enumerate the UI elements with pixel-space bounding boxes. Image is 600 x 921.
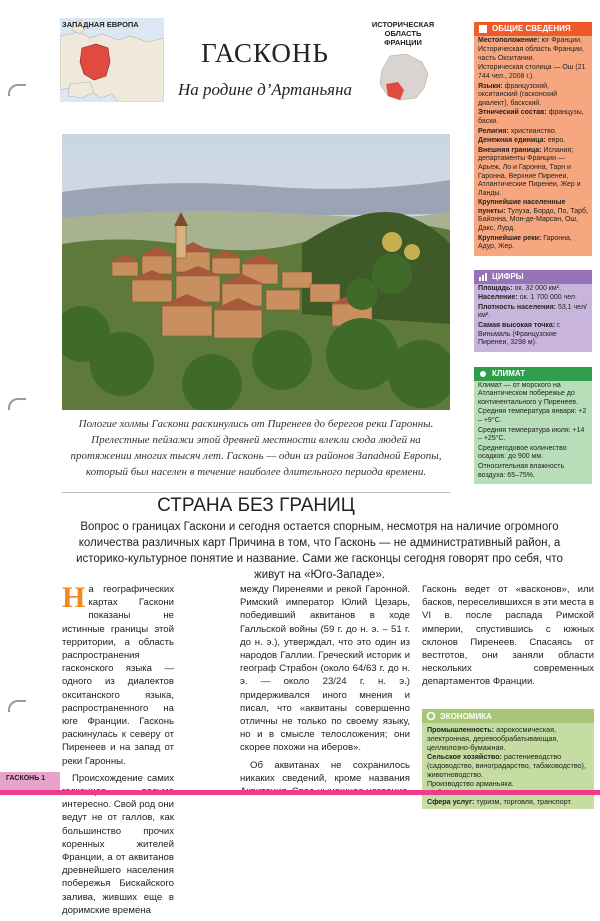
paragraph: Гасконь ведет от «васконов», или басков, переселившихся в эти места в VI в. после распада Римской империи, спустившись с южных склонов Пиренеев. Спасаясь от вестготов, они заняли области нескольких современных департаментов Франции. (422, 584, 594, 688)
photo-caption: Пологие холмы Гаскони раскинулись от Пиренеев до берегов реки Гаронны. Прелестные пейзажи этой древней местности влекли сюда людей на протяжении многих тысяч лет. Гасконь — один из районов Западной Европы, который был населен в течение наиболее длительного периода времени. (70, 418, 442, 478)
paragraph: а географических картах Гаскони показаны не истинные границы этой территории, а область распространения гасконского языка — одного из диалектов окситанского языка, распространенного на юге Франции. Гасконь раскинулась к северу от Пиренеев и на запад от реки Гаронны. (62, 584, 174, 767)
info-value: Среднегодовое количество осадков: до 900 мм. (478, 444, 567, 461)
info-key: Местоположение: (478, 36, 542, 44)
info-key: Плотность населения: (478, 303, 558, 311)
info-row (478, 199, 588, 233)
gear-icon (426, 711, 436, 723)
panel-title: ЦИФРЫ (492, 272, 524, 281)
info-row (427, 752, 589, 779)
info-value: туризм, торговля, транспорт. (476, 797, 572, 806)
paragraph: Происхождение самих интересно. Свой род они ведут не от галлов, как большинство прочих коренных жителей Франции, а от аквитанов древнейшего населения побережья Бискайского залива, живших еще в доримские времена (62, 772, 174, 916)
info-value: ок. 32 000 км². (514, 284, 561, 292)
info-row (478, 294, 588, 303)
info-key: Языки: (478, 82, 505, 90)
binder-hole (8, 84, 26, 96)
binder-hole (8, 700, 26, 712)
info-row (478, 235, 588, 252)
info-row (427, 797, 589, 806)
info-row (478, 285, 588, 294)
sun-icon (478, 369, 488, 379)
gascony-village-illustration (62, 134, 450, 410)
info-key: Крупнейшие реки: (478, 234, 544, 242)
panel-header (474, 367, 592, 381)
info-row (478, 46, 588, 63)
info-row (478, 147, 588, 199)
info-value: 53,1 чел/км². (478, 303, 587, 320)
info-key: Денежная единица: (478, 137, 548, 145)
info-row (427, 779, 589, 788)
numbers-icon (478, 272, 488, 282)
climate-panel (474, 367, 592, 484)
info-value: Производство арманьяка. (427, 779, 514, 788)
section-divider (62, 492, 450, 493)
text-column-2 (240, 583, 410, 802)
info-value: французы, баски. (478, 109, 584, 125)
map-label: ИСТОРИЧЕСКАЯ ОБЛАСТЬ ФРАНЦИИ (371, 20, 435, 47)
info-row (478, 128, 588, 137)
info-row (427, 725, 589, 752)
info-value: христианство. (510, 127, 557, 135)
panel-header (474, 22, 592, 36)
panel-header (422, 709, 594, 723)
info-key: Крупнейшие населенные пункты: (478, 199, 566, 215)
info-key: Площадь: (478, 284, 515, 292)
info-key: Религия: (478, 127, 511, 135)
panel-title: ЭКОНОМИКА (440, 712, 492, 721)
info-row (478, 382, 588, 408)
info-value: г. Виньмаль (Французские Пиренеи, 3298 м). (478, 321, 561, 347)
info-value: юг Франции. (541, 36, 582, 44)
info-key: Самая высокая точка: (478, 321, 558, 329)
info-row (478, 137, 588, 146)
info-row (478, 37, 588, 46)
text-column-1 (62, 583, 174, 921)
info-value: Историческая столица — Ош (21 744 чел., 2008 г.). (478, 64, 586, 80)
paragraph: между Пиренеями и рекой Гаронной. Римский император Юлий Цезарь, победивший аквитанов в ходе Галльской войны (59 г. до н. э. – 51 г. до н. э.), утверждал, что это один из народов Галлии. Греческий историк и географ Страбон (около 64/63 г. до н. э. — около 23/24 г. н. э.) придерживался иного мнения и писал, что «аквитаны совершенно отличны не только по своему языку, но и в смысле телосложения; они скорее похожи на иберов». (240, 584, 410, 754)
section-heading: СТРАНА БЕЗ ГРАНИЦ (157, 495, 355, 516)
info-value: Средняя температура июля: +14 – +25°C. (478, 426, 585, 443)
page-title: ГАСКОНЬ (201, 38, 329, 68)
info-value: растениеводство (садоводство, виноградарство, табаководство), животноводство. (427, 752, 586, 779)
info-value: Относительная влажность воздуха: 65–75%. (478, 462, 565, 479)
panel-header (474, 270, 592, 284)
info-value: Средняя температура января: +2 – +9°C. (478, 408, 587, 424)
info-key: Сельское хозяйство: (427, 752, 504, 761)
info-value: Гаронна, Адур, Жер. (478, 234, 572, 251)
figures-panel (474, 270, 592, 352)
info-row (478, 64, 588, 81)
bottom-stripe (0, 790, 600, 795)
info-value: Тулуза, Бордо, По, Тарб, Байонна, Мон-де-Марсан, Ош, Дакс, Лурд. (478, 207, 588, 233)
info-key: Промышленность: (427, 725, 497, 734)
info-value: аэрокосмическая, электронная, деревообрабатывающая, целлюлозно-бумажная. (427, 725, 559, 752)
info-row (478, 408, 588, 425)
general-info-panel (474, 22, 592, 256)
info-value: Историческая область Франции, часть Окситании. (478, 46, 584, 62)
panel-rows (474, 36, 592, 256)
info-value: Испания; департаменты Франции — Арьеж, Ло и Гаронна, Тарн и Гаронна, Верхние Пиренеи, Атлантические Пиренеи, Жер и Ланды. (478, 146, 581, 197)
landscape-photo (62, 134, 450, 410)
info-key: Население: (478, 294, 520, 302)
panel-rows (474, 284, 592, 352)
section-lead: Вопрос о границах Гаскони и сегодня остается спорным, несмотря на наличие огромного количества различных карт Причина в том, что Гасконь — не административный район, а историко-культурное понятие и название. Сами же гасконцы сегодня говорят про себя, что живут на «Юго-Западе». (76, 521, 563, 581)
info-row (478, 445, 588, 462)
info-row (478, 83, 588, 109)
map-label: ЗАПАДНАЯ ЕВРОПА (62, 20, 139, 29)
info-value: ок. 1 700 000 чел. (519, 294, 577, 302)
flag-icon (478, 24, 488, 34)
info-value: французский, окситанский (гасконский диалект), баскский. (478, 82, 558, 107)
info-key: Сфера услуг: (427, 797, 477, 806)
panel-title: ОБЩИЕ СВЕДЕНИЯ (492, 24, 571, 33)
info-row (478, 322, 588, 348)
text-column-3 (422, 583, 594, 693)
info-row (478, 463, 588, 480)
info-key: Внешняя граница: (478, 146, 544, 154)
binder-hole (8, 398, 26, 410)
info-value: евро. (547, 137, 566, 145)
info-row (478, 304, 588, 321)
page-label: ГАСКОНЬ 1 (6, 775, 46, 782)
info-key: Этнический состав: (478, 109, 549, 117)
info-row (478, 109, 588, 126)
info-value: Климат — от морского на Атлантическом побережье до континентального у Пиренеев. (478, 381, 578, 406)
dropcap: Н (62, 581, 86, 614)
page-subtitle: На родине д’Артаньяна (177, 80, 353, 99)
panel-rows (474, 381, 592, 485)
panel-title: КЛИМАТ (492, 369, 526, 378)
info-row (478, 427, 588, 444)
panel-rows (422, 723, 594, 809)
paragraph: Об аквитанах не сохранилось никаких сведений, кроме названия (240, 759, 410, 784)
